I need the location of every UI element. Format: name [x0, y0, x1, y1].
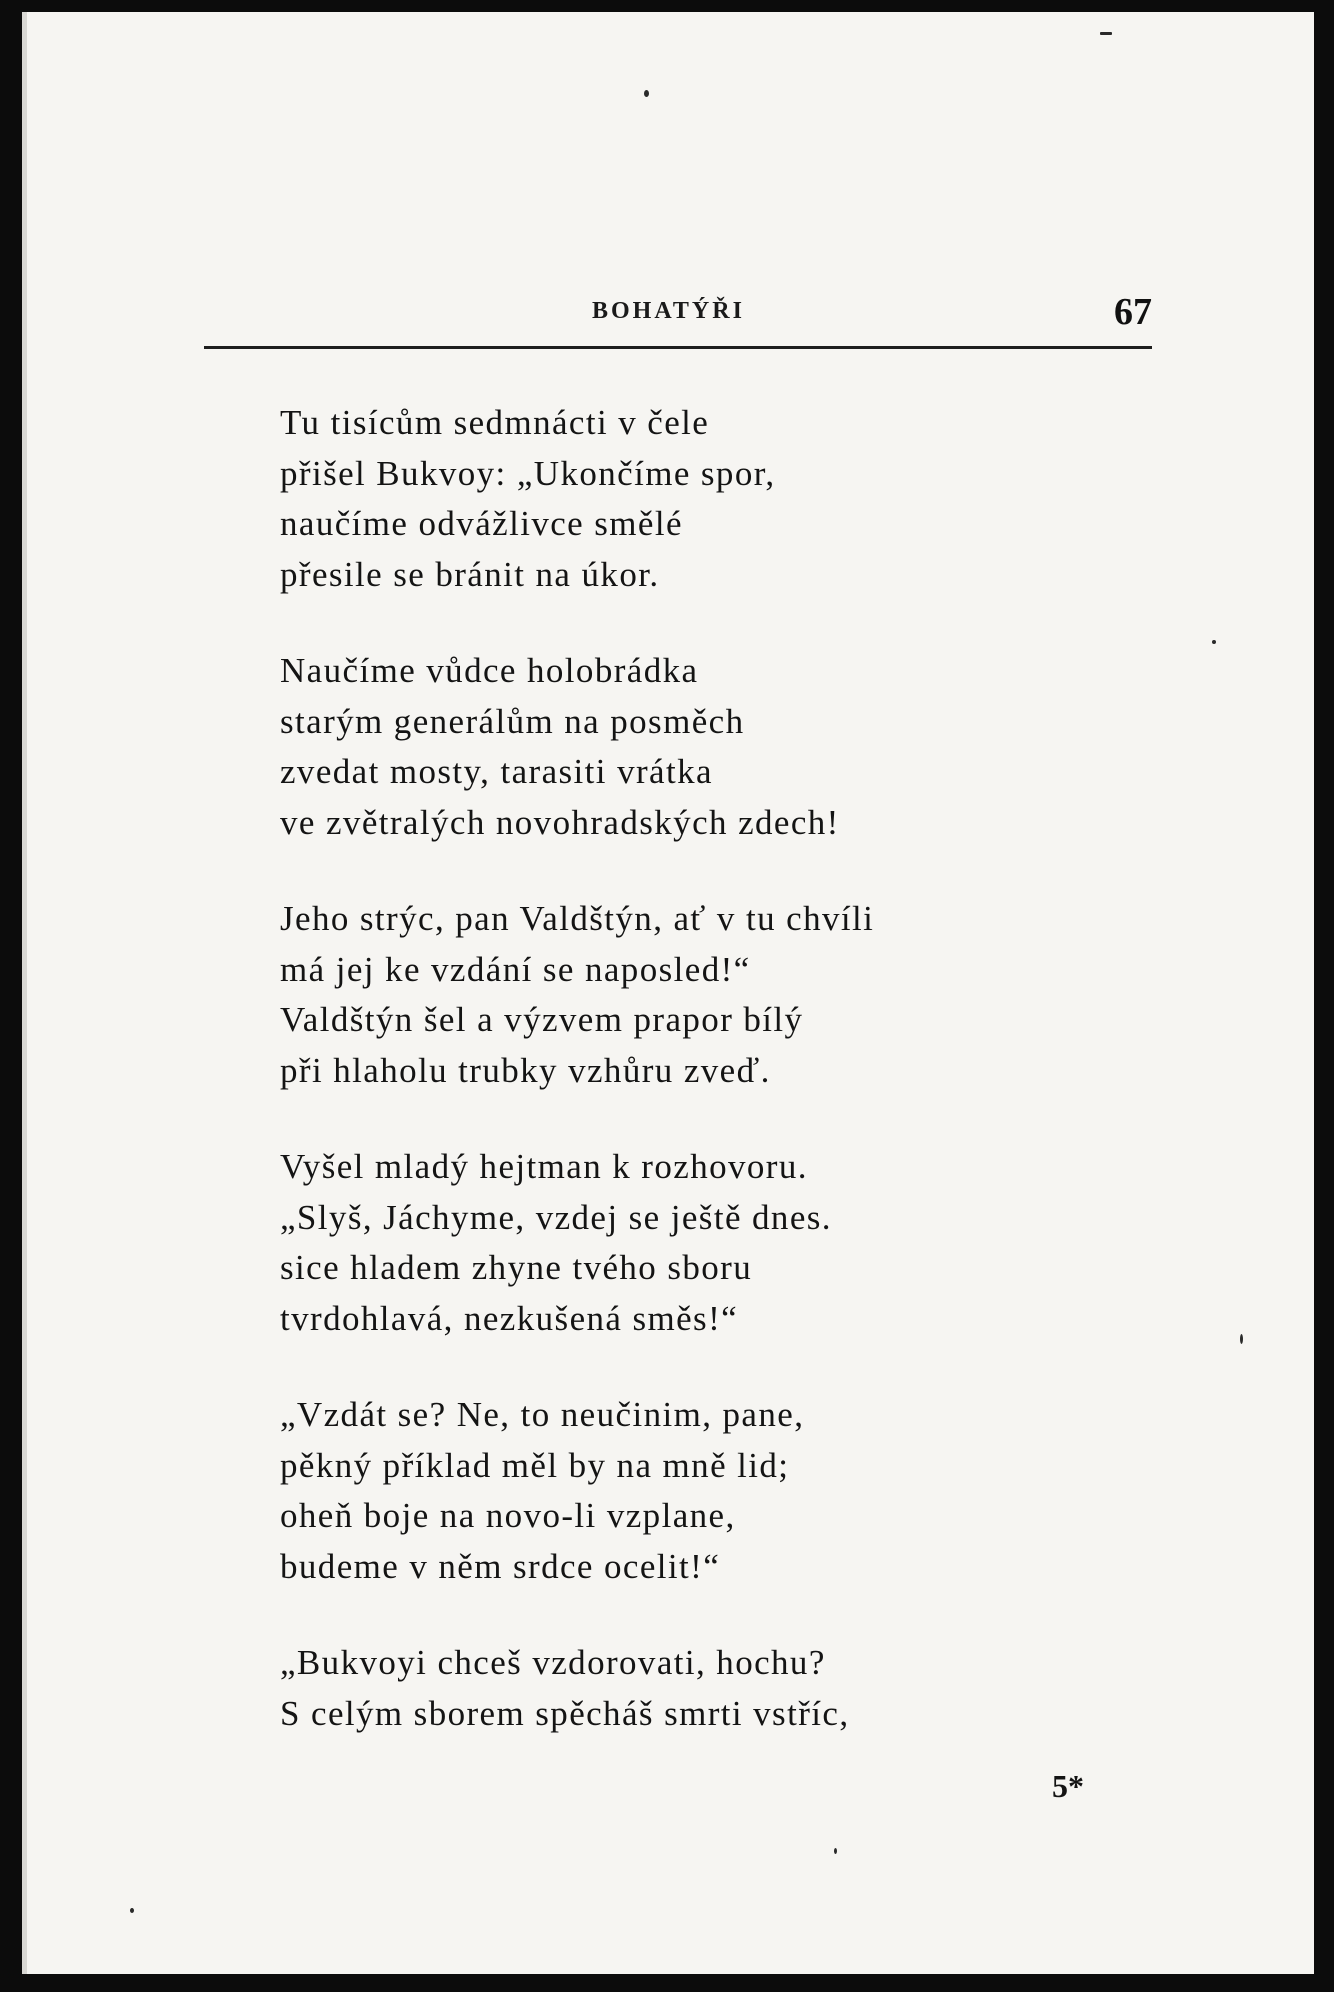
- verse-line: Naučíme vůdce holobrádka: [280, 651, 699, 690]
- verse-line: Tu tisícům sedmnácti v čele: [280, 403, 710, 442]
- stanza: [280, 894, 1080, 1096]
- verse-line: sice hladem zhyne tvého sboru: [280, 1248, 753, 1287]
- stanza: [280, 646, 1080, 848]
- scan-speck: [644, 90, 649, 97]
- scan-speck: [130, 1908, 134, 1913]
- page-number: 67: [1114, 291, 1152, 333]
- stanza: [280, 1390, 1080, 1592]
- verse-line: budeme v něm srdce ocelit!“: [280, 1546, 721, 1586]
- verse-line: přesile se bránit na úkor.: [280, 554, 660, 594]
- verse-line: má jej ke vzdání se naposled!“: [280, 949, 751, 989]
- signature-mark: 5*: [1052, 1768, 1084, 1804]
- scan-speck: [1212, 640, 1216, 644]
- verse-line: tvrdohlavá, nezkušená směs!“: [280, 1298, 739, 1338]
- stanza: [280, 398, 1080, 600]
- verse-line: pěkný příklad měl by na mně lid;: [280, 1445, 790, 1485]
- verse-line: ve zvětralých novohradských zdech!: [280, 802, 840, 842]
- header-rule: [204, 346, 1152, 349]
- verse-line: zvedat mosty, tarasiti vrátka: [280, 752, 713, 791]
- verse-line: oheň boje na novo-li vzplane,: [280, 1496, 736, 1535]
- verse-line: přišel Bukvoy: „Ukončíme spor,: [280, 453, 776, 493]
- verse-line: „Slyš, Jáchyme, vzdej se ještě dnes.: [280, 1197, 832, 1237]
- verse-line: starým generálům na posměch: [280, 701, 745, 741]
- page-gutter: [22, 12, 27, 1974]
- verse-line: při hlaholu trubky vzhůru zveď.: [280, 1050, 771, 1090]
- verse-line: naučíme odvážlivce smělé: [280, 504, 683, 543]
- verse-line: „Vzdát se? Ne, to neučinim, pane,: [280, 1395, 805, 1434]
- verse-line: S celým sborem spěcháš smrti vstříc,: [280, 1693, 850, 1733]
- verse-line: Valdštýn šel a výzvem prapor bílý: [280, 1000, 804, 1039]
- stanza: [280, 1142, 1080, 1344]
- stanza: [280, 1638, 1080, 1739]
- verse-line: Vyšel mladý hejtman k rozhovoru.: [280, 1147, 808, 1186]
- scan-speck: [834, 1848, 837, 1854]
- scan-speck: [1240, 1334, 1243, 1344]
- book-page: [22, 12, 1314, 1974]
- verse-line: „Bukvoyi chceš vzdorovati, hochu?: [280, 1643, 826, 1682]
- scan-speck: [1100, 32, 1112, 35]
- page-header: [202, 290, 1152, 334]
- verse-line: Jeho strýc, pan Valdštýn, ať v tu chvíli: [280, 899, 875, 938]
- poem-text: [280, 398, 1080, 1785]
- running-title: BOHATÝŘI: [592, 298, 745, 324]
